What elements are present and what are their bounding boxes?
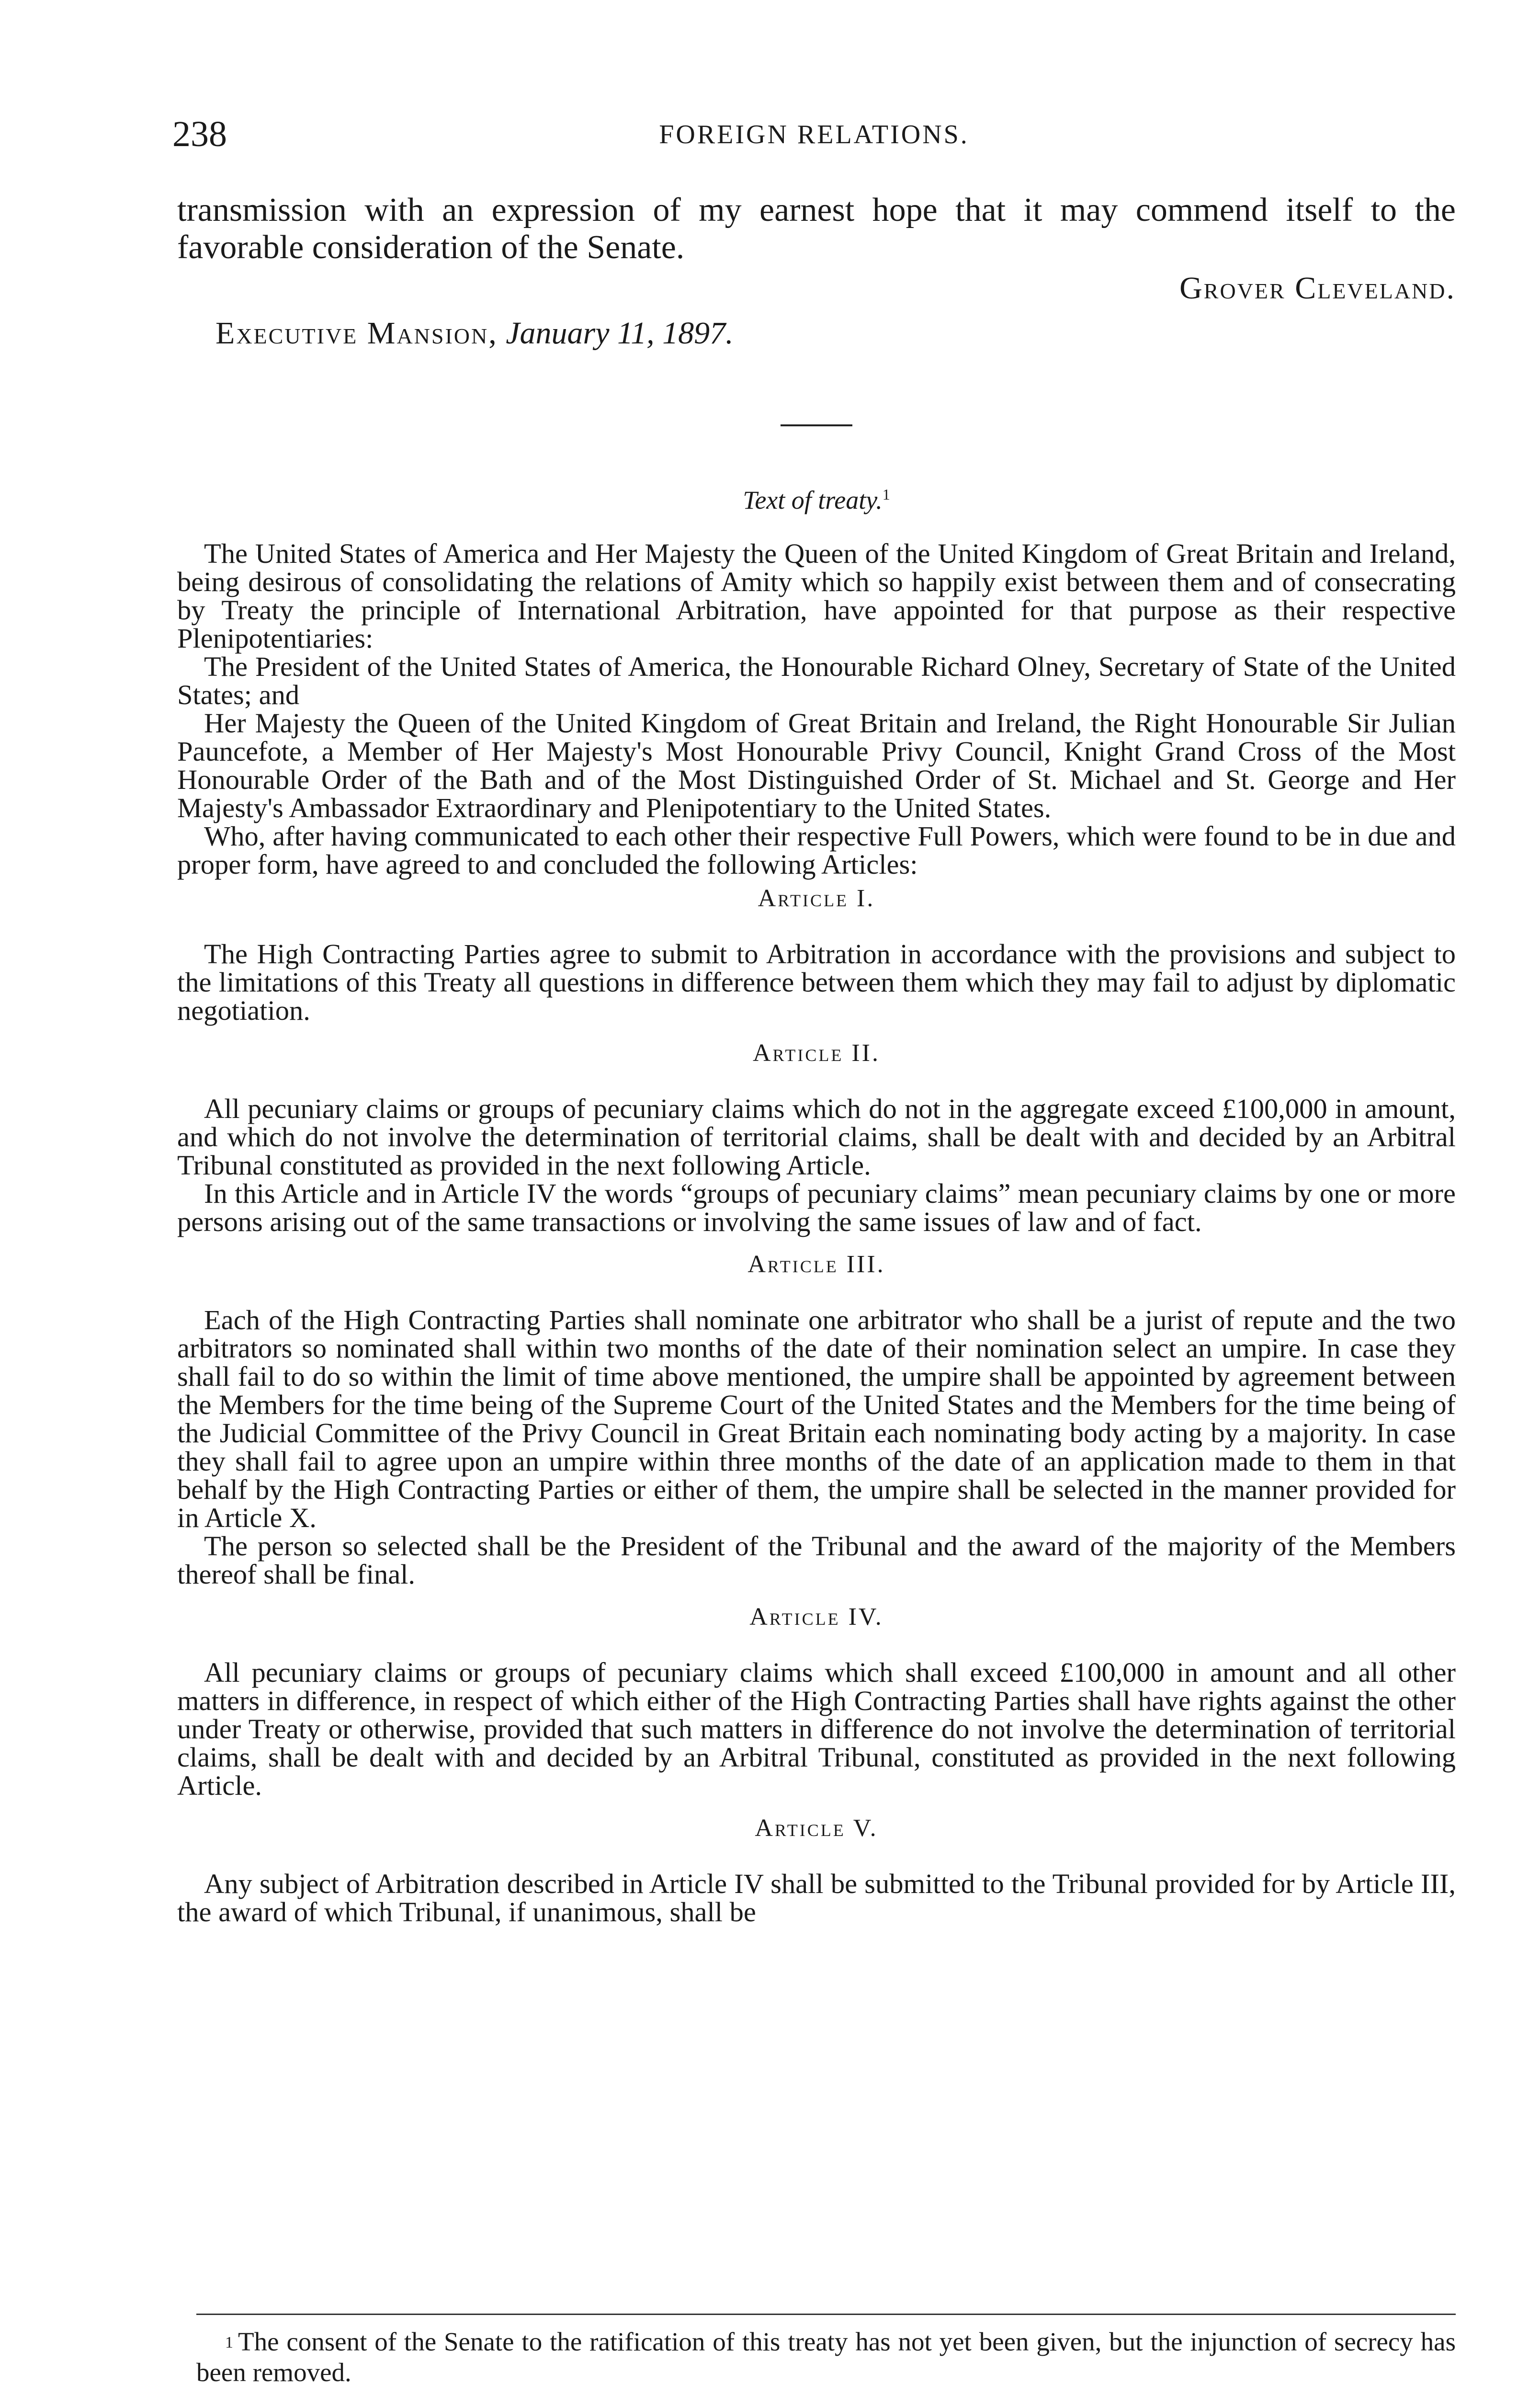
preamble-paragraph: The United States of America and Her Majesty the Queen of the United Kingdom of Great Britain and Ireland, being desirous of consolidating the relations of Amity which so happily exist between them and of consecrating by Treaty the principle of International Arbitration, have appointed for that purpose as their respective Plenipotentiaries: <box>177 538 1456 654</box>
dateline-date: January 11, 1897. <box>506 316 734 351</box>
footnote-divider <box>196 2314 1456 2315</box>
article-paragraph: All pecuniary claims or groups of pecuniary claims which shall exceed £100,000 in amount and all other matters in difference, in respect of which either of the High Contracting Parties shall have rights against the other under Treaty or otherwise, provided that such matters in difference do not involve the determination of territorial claims, shall be dealt with and decided by an Arbitral Tribunal, constituted as provided in the next following Article. <box>177 1657 1456 1801</box>
treaty-heading-text: Text of treaty. <box>743 486 883 514</box>
running-title: FOREIGN RELATIONS. <box>659 120 969 149</box>
article-heading: Article V. <box>755 1814 878 1842</box>
article-heading: Article III. <box>747 1251 885 1278</box>
article-paragraph: All pecuniary claims or groups of pecuniary claims which do not in the aggregate exceed £100,000 in amount, and which do not involve the determination of territorial claims, shall be dealt with and decided by an Arbitral Tribunal constituted as provided in the next following Article. <box>177 1093 1456 1181</box>
footnote-marker: 1 <box>225 2334 233 2351</box>
running-head <box>172 115 1456 153</box>
preamble-paragraph: Who, after having communicated to each other their respective Full Powers, which were found to be in due and proper form, have agreed to and concluded the following Articles: <box>177 821 1456 880</box>
article-heading: Article IV. <box>749 1603 883 1631</box>
signature: Grover Cleveland. <box>1179 271 1456 306</box>
footnote-reference[interactable]: 1 <box>882 486 890 503</box>
footnote <box>196 2327 1456 2387</box>
preamble-paragraph: The President of the United States of America, the Honourable Richard Olney, Secretary of State of the United States; and <box>177 651 1456 710</box>
page-number: 238 <box>172 114 227 154</box>
lead-paragraph: transmission with an expression of my earnest hope that it may commend itself to the favorable consideration of the Senate. <box>177 192 1456 266</box>
treaty-heading <box>177 479 1456 515</box>
dateline-place: Executive Mansion, <box>215 316 498 351</box>
section-divider <box>781 424 852 426</box>
dateline <box>215 314 1456 353</box>
article-paragraph: Any subject of Arbitration described in Article IV shall be submitted to the Tribunal provided for by Article III, the award of which Tribunal, if unanimous, shall be <box>177 1868 1456 1927</box>
article-heading: Article I. <box>758 885 875 912</box>
footnote-text: The consent of the Senate to the ratification of this treaty has not yet been given, but the injunction of secrecy has been removed. <box>196 2327 1456 2387</box>
preamble-paragraph: Her Majesty the Queen of the United Kingdom of Great Britain and Ireland, the Right Honourable Sir Julian Pauncefote, a Member of Her Majesty's Most Honourable Privy Council, Knight Grand Cross of the Most Honourable Order of the Bath and of the Most Distinguished Order of St. Michael and St. George and Her Majesty's Ambassador Extraordinary and Plenipotentiary to the United States. <box>177 707 1456 823</box>
article-heading: Article II. <box>752 1039 880 1067</box>
article-paragraph: The person so selected shall be the President of the Tribunal and the award of the majority of the Members thereof shall be final. <box>177 1530 1456 1590</box>
body-text <box>177 192 1456 1926</box>
article-paragraph: The High Contracting Parties agree to submit to Arbitration in accordance with the provisions and subject to the limitations of this Treaty all questions in difference between them which they may fail to adjust by diplomatic negotiation. <box>177 938 1456 1026</box>
article-paragraph: Each of the High Contracting Parties shall nominate one arbitrator who shall be a jurist of repute and the two arbitrators so nominated shall within two months of the date of their nomination select an umpire. In case they shall fail to do so within the limit of time above mentioned, the umpire shall be appointed by agreement between the Members for the time being of the Supreme Court of the United States and the Members for the time being of the Judicial Committee of the Privy Council in Great Britain each nominating body acting by a majority. In case they shall fail to agree upon an umpire within three months of the date of an application made to them in that behalf by the High Contracting Parties or either of them, the umpire shall be selected in the manner provided for in Article X. <box>177 1304 1456 1533</box>
article-paragraph: In this Article and in Article IV the words “groups of pecuniary claims” mean pecuniary claims by one or more persons arising out of the same transactions or involving the same issues of law and of fact. <box>177 1178 1456 1237</box>
